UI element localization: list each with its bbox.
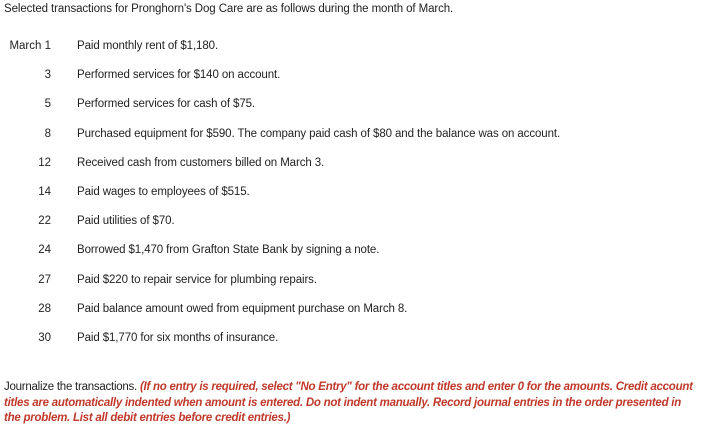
transaction-date: 24 (38, 244, 51, 257)
transaction-row (0, 157, 703, 186)
transaction-row (0, 244, 703, 273)
transaction-date: 5 (44, 98, 51, 111)
transaction-description: Paid balance amount owed from equipment purchase on March 8. (77, 302, 408, 315)
transaction-list (0, 40, 703, 361)
transaction-description: Received cash from customers billed on March 3. (77, 156, 325, 169)
transaction-description: Paid $220 to repair service for plumbing repairs. (77, 273, 317, 286)
transaction-date: 3 (44, 69, 51, 82)
transaction-description: Paid utilities of $70. (77, 215, 175, 228)
transaction-row (0, 128, 703, 157)
transaction-row (0, 186, 703, 215)
transaction-date: 12 (38, 156, 51, 169)
transaction-description: Paid wages to employees of $515. (77, 185, 250, 198)
transaction-row (0, 332, 703, 361)
problem-intro: Selected transactions for Pronghorn's Dog Care are as follows during the month of March. (4, 3, 454, 15)
transaction-description: Paid $1,770 for six months of insurance. (77, 331, 279, 344)
transaction-date: 22 (38, 215, 51, 228)
transaction-date: 8 (44, 127, 51, 140)
transaction-date: 28 (38, 302, 51, 315)
transaction-date: March 1 (9, 40, 51, 52)
instructions (4, 380, 700, 427)
transaction-description: Paid monthly rent of $1,180. (77, 40, 219, 52)
transaction-row (0, 69, 703, 98)
transaction-description: Purchased equipment for $590. The company paid cash of $80 and the balance was on account. (77, 127, 561, 140)
transaction-row (0, 274, 703, 303)
instructions-note: (If no entry is required, select "No Entry" for the account titles and enter 0 for the amounts. Credit account titles are automatically indented when amount is entered. Do not indent manually. Record journal entries in the order presented in the problem. List all debit entries before credit entries.) (4, 381, 693, 424)
transaction-row (0, 303, 703, 332)
transaction-description: Borrowed $1,470 from Grafton State Bank by signing a note. (77, 244, 380, 257)
transaction-date: 27 (38, 273, 51, 286)
transaction-date: 14 (38, 185, 51, 198)
instructions-lead: Journalize the transactions. (4, 381, 137, 393)
transaction-row (0, 40, 703, 69)
transaction-date: 30 (38, 331, 51, 344)
transaction-row (0, 215, 703, 244)
transaction-description: Performed services for cash of $75. (77, 98, 256, 111)
transaction-description: Performed services for $140 on account. (77, 69, 281, 82)
transaction-row (0, 98, 703, 127)
